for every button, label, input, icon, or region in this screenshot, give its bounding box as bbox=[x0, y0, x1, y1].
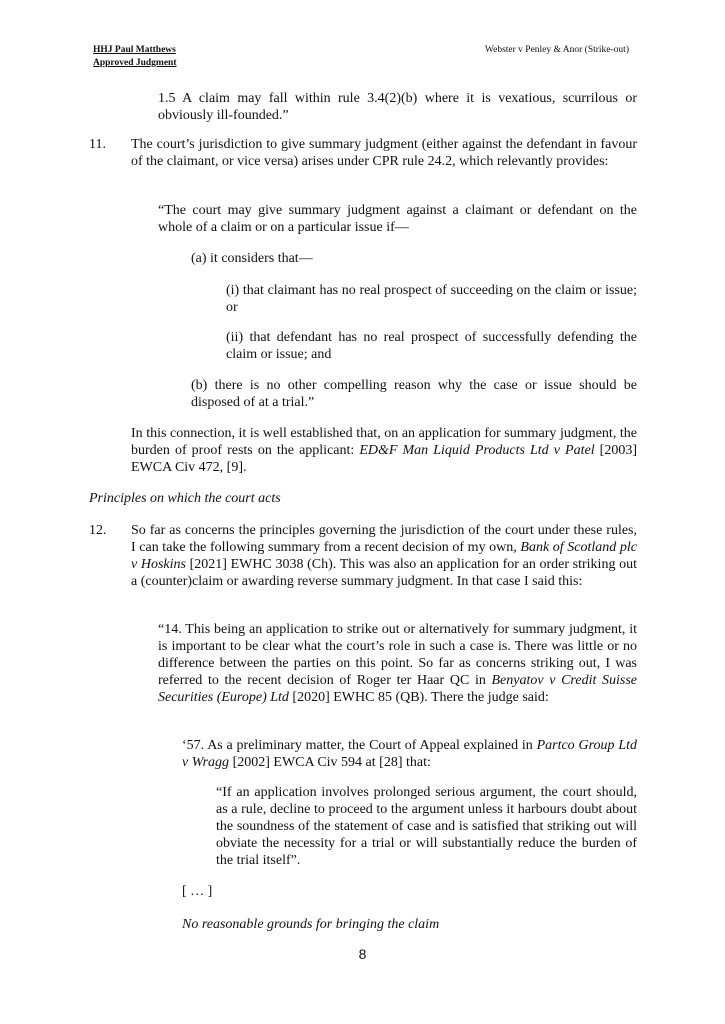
rule-24-2-item-b: (b) there is no other compelling reason why the case or issue should be disposed of at a trial.” bbox=[191, 378, 637, 410]
q14-case-name: Benyatov v Credit Suisse Securities (Europe) Ltd bbox=[158, 673, 637, 705]
paragraph-12-number: 12. bbox=[89, 523, 107, 538]
page-number: 8 bbox=[358, 946, 367, 962]
burden-of-proof-paragraph bbox=[131, 425, 637, 476]
quote-paragraph-14 bbox=[158, 621, 637, 706]
burden-text-post: [2003] EWCA Civ 472, [9]. bbox=[131, 443, 637, 475]
q14-text-pre: “14. This being an application to strike out or alternatively for summary judgment, it is important to be clear what the court’s role in such a case is. There was little or no difference between the parties on this point. So far as concerns striking out, I was referred to the recent decision of Roger ter Haar QC in bbox=[158, 622, 637, 688]
burden-case-name: ED&F Man Liquid Products Ltd v Patel bbox=[359, 443, 595, 458]
quote-paragraph-57 bbox=[182, 737, 637, 771]
q14-text-post: [2020] EWHC 85 (QB). There the judge said: bbox=[288, 690, 549, 705]
section-heading: Principles on which the court acts bbox=[89, 491, 281, 506]
judge-name: HHJ Paul Matthews bbox=[93, 45, 176, 55]
q57-case-name: Partco Group Ltd v Wragg bbox=[182, 738, 637, 770]
rule-1-5-text: 1.5 A claim may fall within rule 3.4(2)(b) where it is vexatious, scurrilous or obviously ill-founded.” bbox=[158, 91, 637, 123]
q57-text-pre: ‘57. As a preliminary matter, the Court of Appeal explained in bbox=[182, 738, 537, 753]
q57-text-post: [2002] EWCA Civ 594 at [28] that: bbox=[229, 755, 431, 770]
rule-24-2-item-a: (a) it considers that— bbox=[191, 251, 313, 266]
p12-case-name: Bank of Scotland plc v Hoskins bbox=[131, 540, 637, 572]
case-title: Webster v Penley & Anor (Strike-out) bbox=[484, 45, 629, 55]
rule-24-2-item-a-i: (i) that claimant has no real prospect of succeeding on the claim or issue; or bbox=[226, 283, 637, 315]
burden-text-pre: In this connection, it is well established that, on an application for summary judgment, the burden of proof rests on the applicant: bbox=[131, 426, 637, 458]
rule-24-2-item-a-ii: (ii) that defendant has no real prospect of successfully defending the claim or issue; and bbox=[226, 330, 637, 362]
omission-ellipsis: [ … ] bbox=[182, 884, 213, 899]
judgment-status: Approved Judgment bbox=[93, 58, 177, 68]
subheading: No reasonable grounds for bringing the claim bbox=[182, 917, 440, 932]
p12-text-post: [2021] EWHC 3038 (Ch). This was also an application for an order striking out a (counter)claim or awarding reverse summary judgment. In that case I said this: bbox=[131, 557, 637, 589]
paragraph-12-text bbox=[131, 522, 637, 590]
p12-text-pre: So far as concerns the principles governing the jurisdiction of the court under these rules, I can take the following summary from a recent decision of my own, bbox=[131, 523, 637, 555]
paragraph-11-text: The court’s jurisdiction to give summary judgment (either against the defendant in favour of the claimant, or vice versa) arises under CPR rule 24.2, which relevantly provides: bbox=[131, 137, 637, 169]
partco-quote: “If an application involves prolonged serious argument, the court should, as a rule, decline to proceed to the argument unless it harbours doubt about the soundness of the statement of case and is satisfied that striking out will obviate the necessity for a trial or will substantially reduce the burden of the trial itself”. bbox=[216, 785, 637, 868]
header-left bbox=[93, 44, 177, 70]
rule-24-2-quote-intro: “The court may give summary judgment against a claimant or defendant on the whole of a claim or on a particular issue if— bbox=[158, 203, 637, 235]
paragraph-11-number: 11. bbox=[89, 137, 106, 152]
